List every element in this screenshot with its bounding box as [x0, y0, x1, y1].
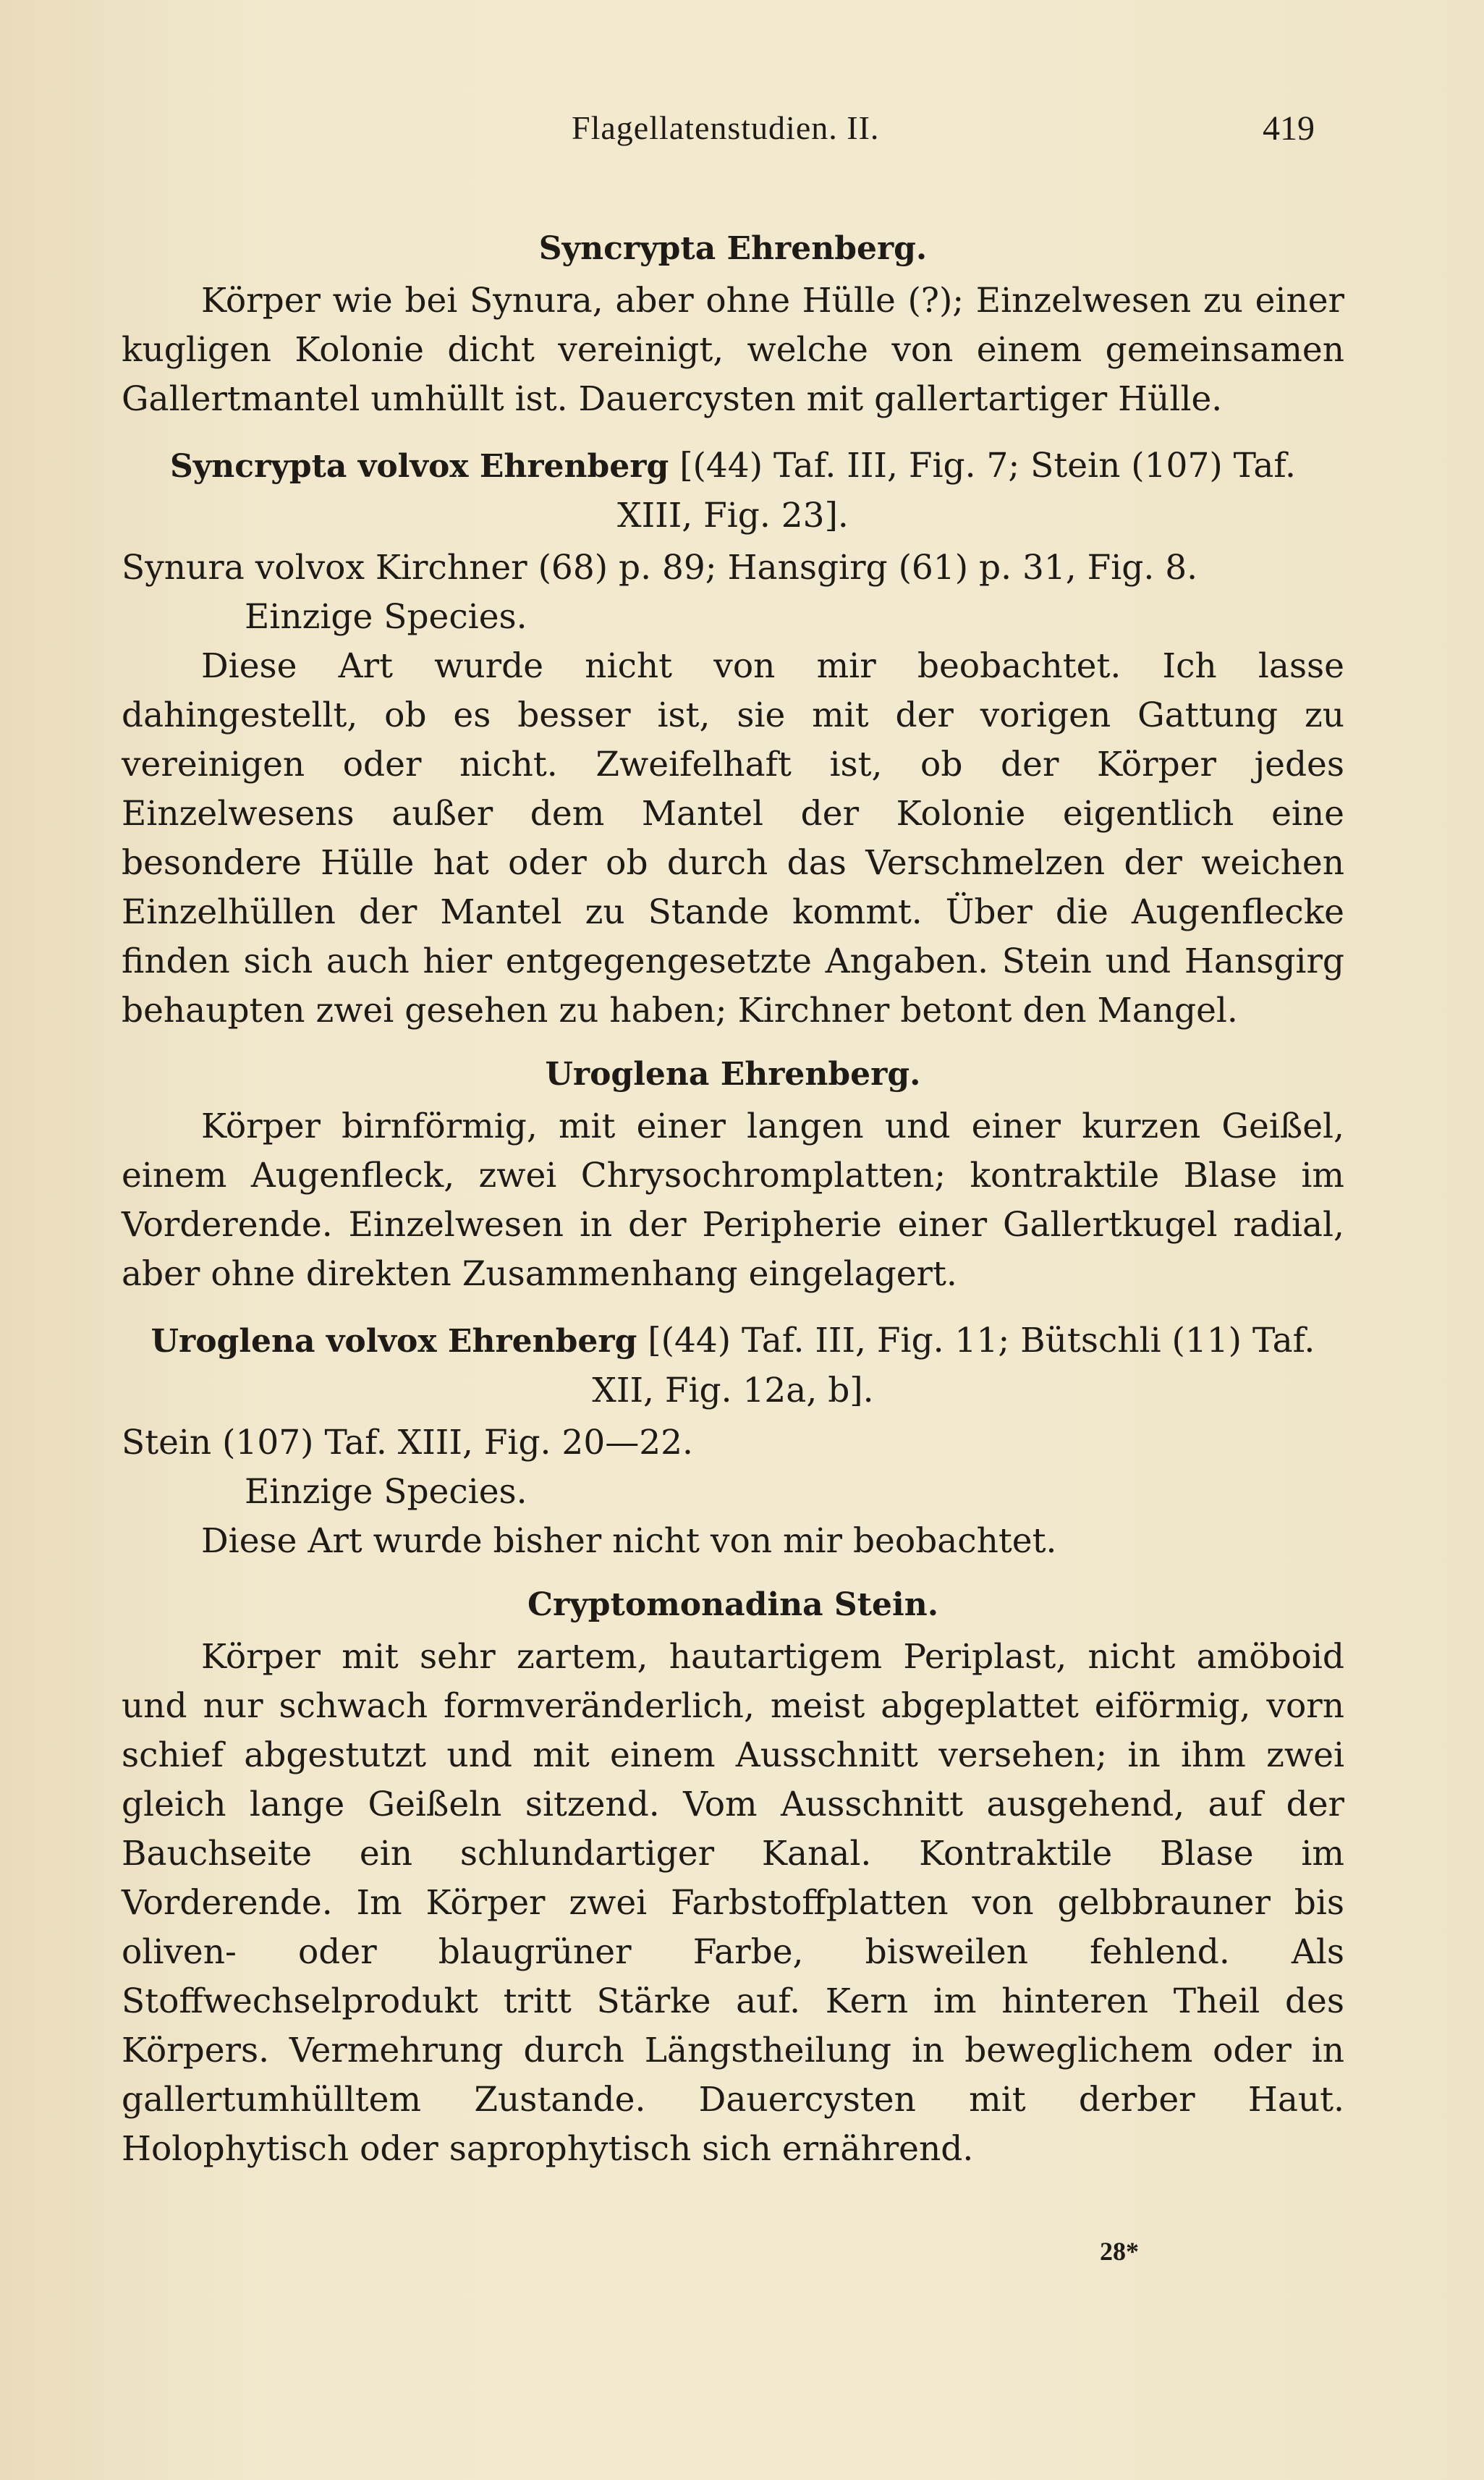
- order-heading-cryptomonadina: Cryptomonadina Stein.: [527, 1586, 939, 1623]
- genus-heading-syncrypta: Syncrypta Ehrenberg.: [538, 230, 928, 267]
- running-head: [0, 109, 1484, 159]
- page-number: 419: [1263, 109, 1315, 148]
- species-entry-uroglena-volvox: [122, 1316, 1344, 1415]
- only-species-note: Einzige Species.: [245, 597, 527, 637]
- discussion-paragraph: Diese Art wurde nicht von mir beobachtet. Ich lasse dahingestellt, ob es besser ist, sie mit der vorigen Gattung zu vereinigen oder nicht. Zweifelhaft ist, ob der Körper jedes Einzelwesens außer dem Mantel der Kolonie eigentlich eine besondere Hülle hat oder ob durch das Verschmelzen der weichen Einzelhüllen der Mantel zu Stande kommt. Über die Augenflecke finden sich auch hier entgegengesetzte Angaben. Stein und Hansgirg behaupten zwei gesehen zu haben; Kirchner betont den Mangel.: [122, 646, 1344, 1030]
- synonym-line: Stein (107) Taf. XIII, Fig. 20—22.: [122, 1423, 693, 1463]
- species-references: [(44) Taf. III, Fig. 11; Bütschli (11) Taf. XII, Fig. 12a, b].: [592, 1321, 1315, 1410]
- species-name: Syncrypta volvox Ehrenberg: [169, 448, 669, 485]
- order-description-cryptomonadina: Körper mit sehr zartem, hautartigem Periplast, nicht amöboid und nur schwach formveränderlich, meist abgeplattet eiförmig, vorn schief abgestutzt und mit einem Ausschnitt versehen; in ihm zwei gleich lange Geißeln sitzend. Vom Ausschnitt ausgehend, auf der Bauchseite ein schlundartiger Kanal. Kontraktile Blase im Vorderende. Im Körper zwei Farbstoffplatten von gelbbrauner bis oliven- oder blaugrüner Farbe, bisweilen fehlend. Als Stoffwechselprodukt tritt Stärke auf. Kern im hinteren Theil des Körpers. Vermehrung durch Längstheilung in beweglichem oder in gallertumhülltem Zustande. Dauercysten mit derber Haut. Holophytisch oder saprophytisch sich ernährend.: [122, 1637, 1344, 2169]
- page-body: [122, 210, 1344, 2174]
- species-name: Uroglena volvox Ehrenberg: [150, 1323, 637, 1360]
- only-species-note: Einzige Species.: [245, 1472, 527, 1512]
- running-title: Flagellatenstudien. II.: [572, 109, 880, 146]
- species-references: [(44) Taf. III, Fig. 7; Stein (107) Taf. XIII, Fig. 23].: [617, 446, 1297, 536]
- genus-description-uroglena: Körper birnförmig, mit einer langen und einer kurzen Geißel, einem Augenfleck, zwei Chrysochromplatten; kontraktile Blase im Vorderende. Einzelwesen in der Peripherie einer Gallertkugel radial, aber ohne direkten Zusammenhang eingelagert.: [122, 1106, 1344, 1294]
- genus-heading-uroglena: Uroglena Ehrenberg.: [545, 1056, 921, 1093]
- genus-description-syncrypta: Körper wie bei Synura, aber ohne Hülle (?); Einzelwesen zu einer kugligen Kolonie dicht vereinigt, welche von einem gemeinsamen Gallertmantel umhüllt ist. Dauercysten mit gallertartiger Hülle.: [122, 281, 1344, 419]
- synonym-line: Synura volvox Kirchner (68) p. 89; Hansgirg (61) p. 31, Fig. 8.: [122, 548, 1198, 588]
- species-entry-syncrypta-volvox: [122, 441, 1344, 541]
- signature-mark: 28*: [1100, 2237, 1139, 2266]
- discussion-paragraph: Diese Art wurde bisher nicht von mir beobachtet.: [201, 1521, 1057, 1561]
